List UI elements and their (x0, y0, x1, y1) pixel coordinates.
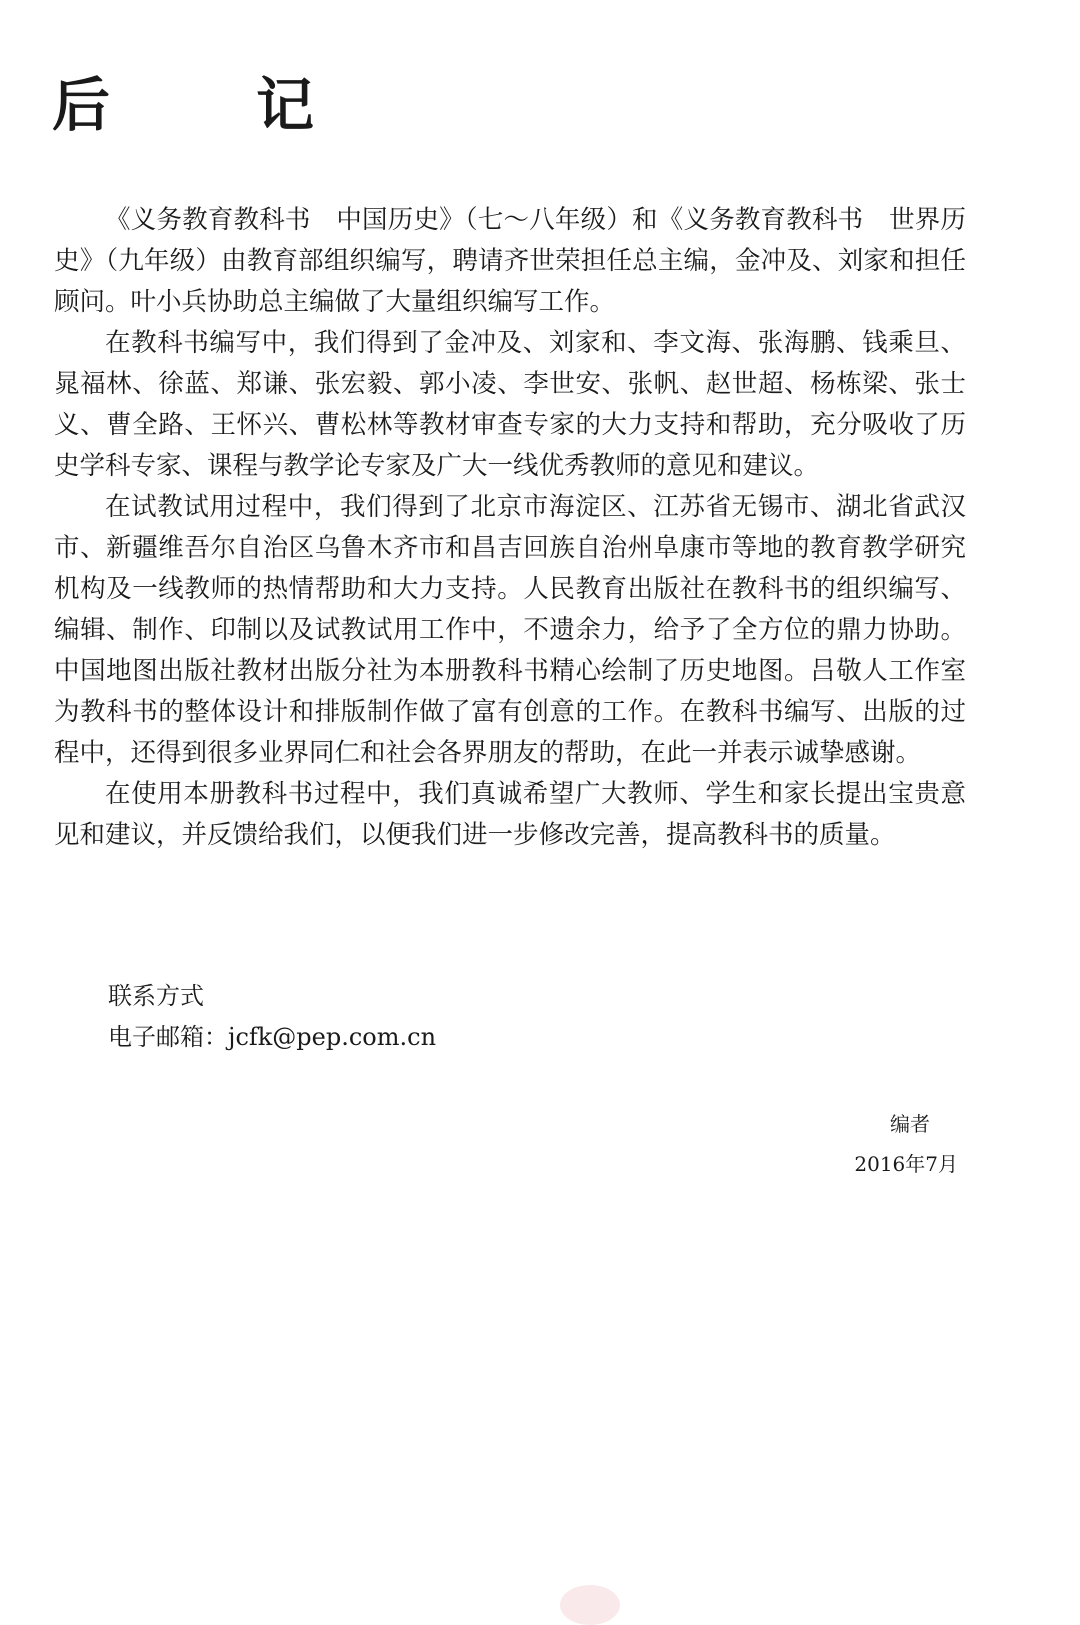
body-text (54, 200, 966, 856)
signature-author: 编者 (890, 1112, 930, 1136)
paragraph-3: 在试教试用过程中，我们得到了北京市海淀区、江苏省无锡市、湖北省武汉市、新疆维吾尔自治区乌鲁木齐市和昌吉回族自治州阜康市等地的教育教学研究机构及一线教师的热情帮助和大力支持。人民教育出版社在教科书的组织编写、编辑、制作、印制以及试教试用工作中，不遗余力，给予了全方位的鼎力协助。中国地图出版社教材出版分社为本册教科书精心绘制了历史地图。吕敬人工作室为教科书的整体设计和排版制作做了富有创意的工作。在教科书编写、出版的过程中，还得到很多业界同仁和社会各界朋友的帮助，在此一并表示诚挚感谢。 (54, 492, 966, 768)
contact-block (108, 976, 436, 1058)
contact-heading: 联系方式 (108, 982, 204, 1010)
page-smudge (560, 1585, 620, 1625)
page-title: 后 记 (52, 71, 359, 139)
paragraph-2: 在教科书编写中，我们得到了金冲及、刘家和、李文海、张海鹏、钱乘旦、晁福林、徐蓝、郑谦、张宏毅、郭小凌、李世安、张帆、赵世超、杨栋梁、张士义、曹全路、王怀兴、曹松林等教材审查专家的大力支持和帮助，充分吸收了历史学科专家、课程与教学论专家及广大一线优秀教师的意见和建议。 (54, 328, 966, 481)
signature-date: 2016年7月 (854, 1152, 958, 1176)
paragraph-4: 在使用本册教科书过程中，我们真诚希望广大教师、学生和家长提出宝贵意见和建议，并反馈给我们，以便我们进一步修改完善，提高教科书的质量。 (54, 779, 966, 850)
paragraph-1: 《义务教育教科书 中国历史》（七～八年级）和《义务教育教科书 世界历史》（九年级）由教育部组织编写，聘请齐世荣担任总主编，金冲及、刘家和担任顾问。叶小兵协助总主编做了大量组织编写工作。 (54, 205, 966, 317)
signature-block (854, 1104, 958, 1184)
contact-email: 电子邮箱：jcfk@pep.com.cn (108, 1023, 437, 1051)
